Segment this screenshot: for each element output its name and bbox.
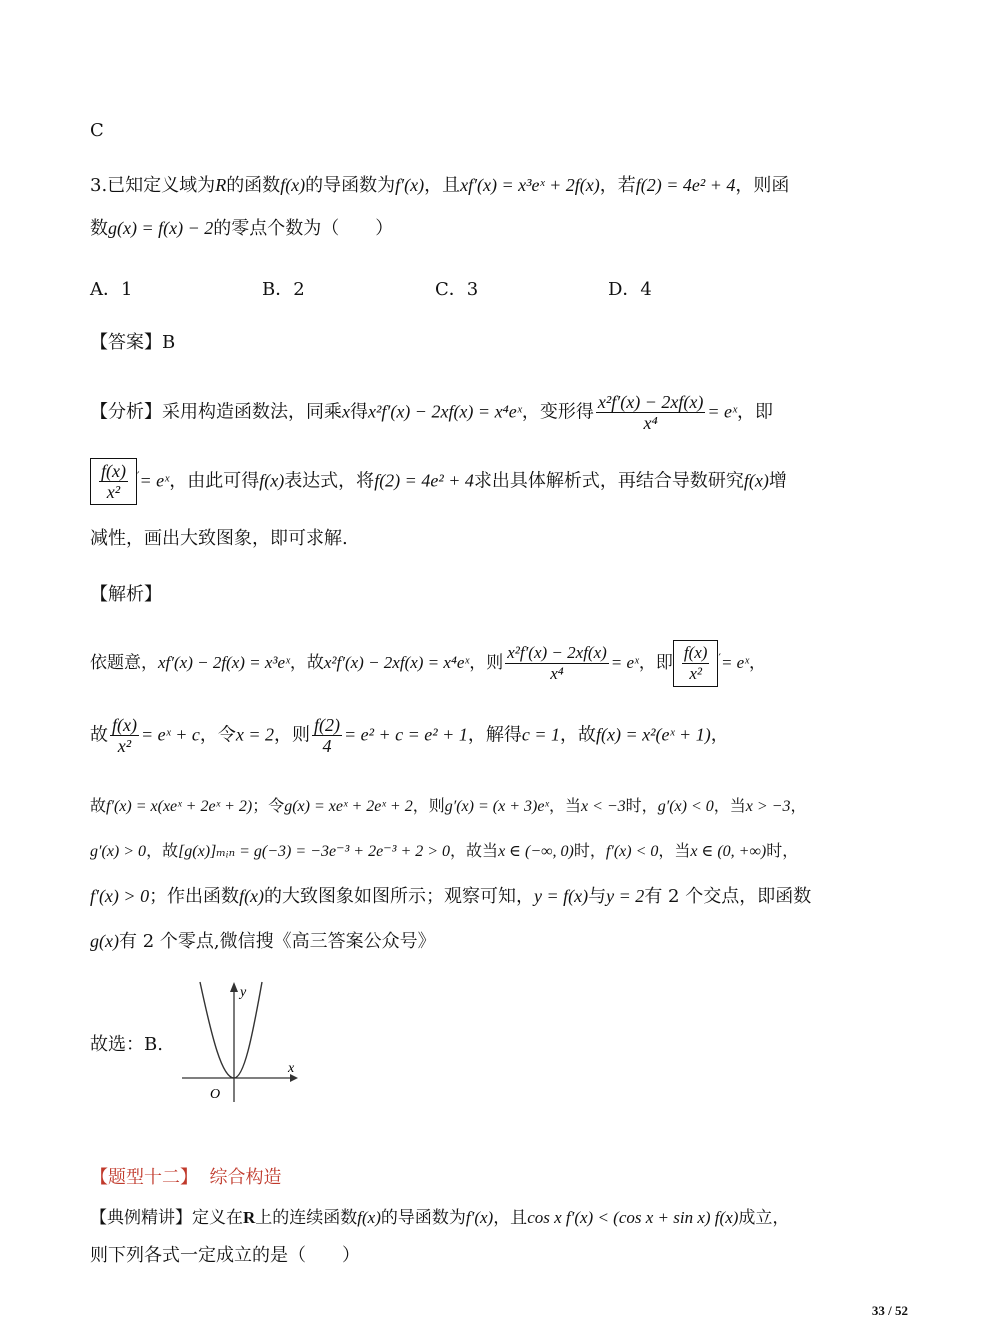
solution-line-2: 故 $\frac{f(x)}{\text{x²}}$ = eˣ + c，令x = 2，则 $\frac{f(2)}{4}$ = e² + c = e² + 1，解得c = 1，故f(x) = x²(eˣ + 1)， xyxy=(90,715,729,756)
answer-line: 【答案】B xyxy=(90,332,176,353)
y-axis-arrow-icon xyxy=(230,982,238,992)
option-d: D．4 xyxy=(608,279,652,300)
option-c: C．3 xyxy=(435,279,479,300)
choose-line: 故选：B. xyxy=(90,1034,163,1055)
analysis-line-2: $\frac{f(x)}{\text{x²}}$ ′= eˣ，由此可得f(x)表达式，将f(2) = 4e² + 4求出具体解析式，再结合导数研究f(x)增 xyxy=(90,458,787,505)
solution-label: 【解析】 xyxy=(90,584,162,605)
function-graph xyxy=(178,978,308,1106)
option-b: B．2 xyxy=(262,279,305,300)
option-a: A．1 xyxy=(90,279,133,300)
question-3-line-2: 数g(x) = f(x) − 2的零点个数为（ ） xyxy=(90,218,394,239)
y-axis-label: y xyxy=(240,985,247,1000)
page-number: 33 / 52 xyxy=(871,1303,908,1318)
analysis-line-3: 减性，画出大致图象，即可求解. xyxy=(90,528,348,549)
curve-f xyxy=(200,982,262,1078)
x-axis-label: x xyxy=(288,1061,295,1076)
analysis-line-1: 【分析】采用构造函数法，同乘x得x²f′(x) − 2xf(x) = x⁴eˣ，变形得 $\frac{\text{x²f′(x) − 2xf(x)}}{\text{x⁴}}$ = eˣ，即 xyxy=(90,392,774,433)
solution-line-5: f′(x) > 0；作出函数f(x)的大致图象如图所示；观察可知，y = f(x)与y = 2有 2 个交点，即函数 xyxy=(90,886,812,907)
previous-answer: C xyxy=(90,120,104,141)
solution-line-4: g′(x) > 0，故[g(x)]ₘᵢₙ = g(−3) = −3e⁻³ + 2e⁻³ + 2 > 0，故当x ∈ (−∞, 0)时，f′(x) < 0，当x ∈ (0, +∞)时， xyxy=(90,841,799,860)
origin-label: O xyxy=(210,1087,221,1102)
question-3-line-1: 3.已知定义域为R的函数f(x)的导函数为f′(x)，且xf′(x) = x³eˣ + 2f(x)，若f(2) = 4e² + 4，则函 xyxy=(90,175,790,196)
solution-line-6: g(x)有 2 个零点,微信搜《高三答案公众号》 xyxy=(90,931,436,952)
example-line-1: 【典例精讲】定义在R上的连续函数f(x)的导函数为f′(x)，且cos x f′(x) < (cos x + sin x) f(x)成立， xyxy=(90,1208,790,1228)
example-line-2: 则下列各式一定成立的是（ ） xyxy=(90,1245,360,1266)
solution-line-1: 依题意，xf′(x) − 2f(x) = x³eˣ，故x²f′(x) − 2xf(x) = x⁴eˣ，则 $\frac{\text{x²f′(x) − 2xf(x)}}{\text{x⁴}}$ = eˣ，即 $\frac{f(x)}{\text{x²}}$ ′= eˣ， xyxy=(90,640,766,687)
solution-line-3: 故f′(x) = x(xeˣ + 2eˣ + 2)；令g(x) = xeˣ + 2eˣ + 2，则g′(x) = (x + 3)eˣ，当x < −3时，g′(x) < 0，当x > −3， xyxy=(90,796,807,815)
section-heading: 【题型十二】 综合构造 xyxy=(90,1167,282,1188)
